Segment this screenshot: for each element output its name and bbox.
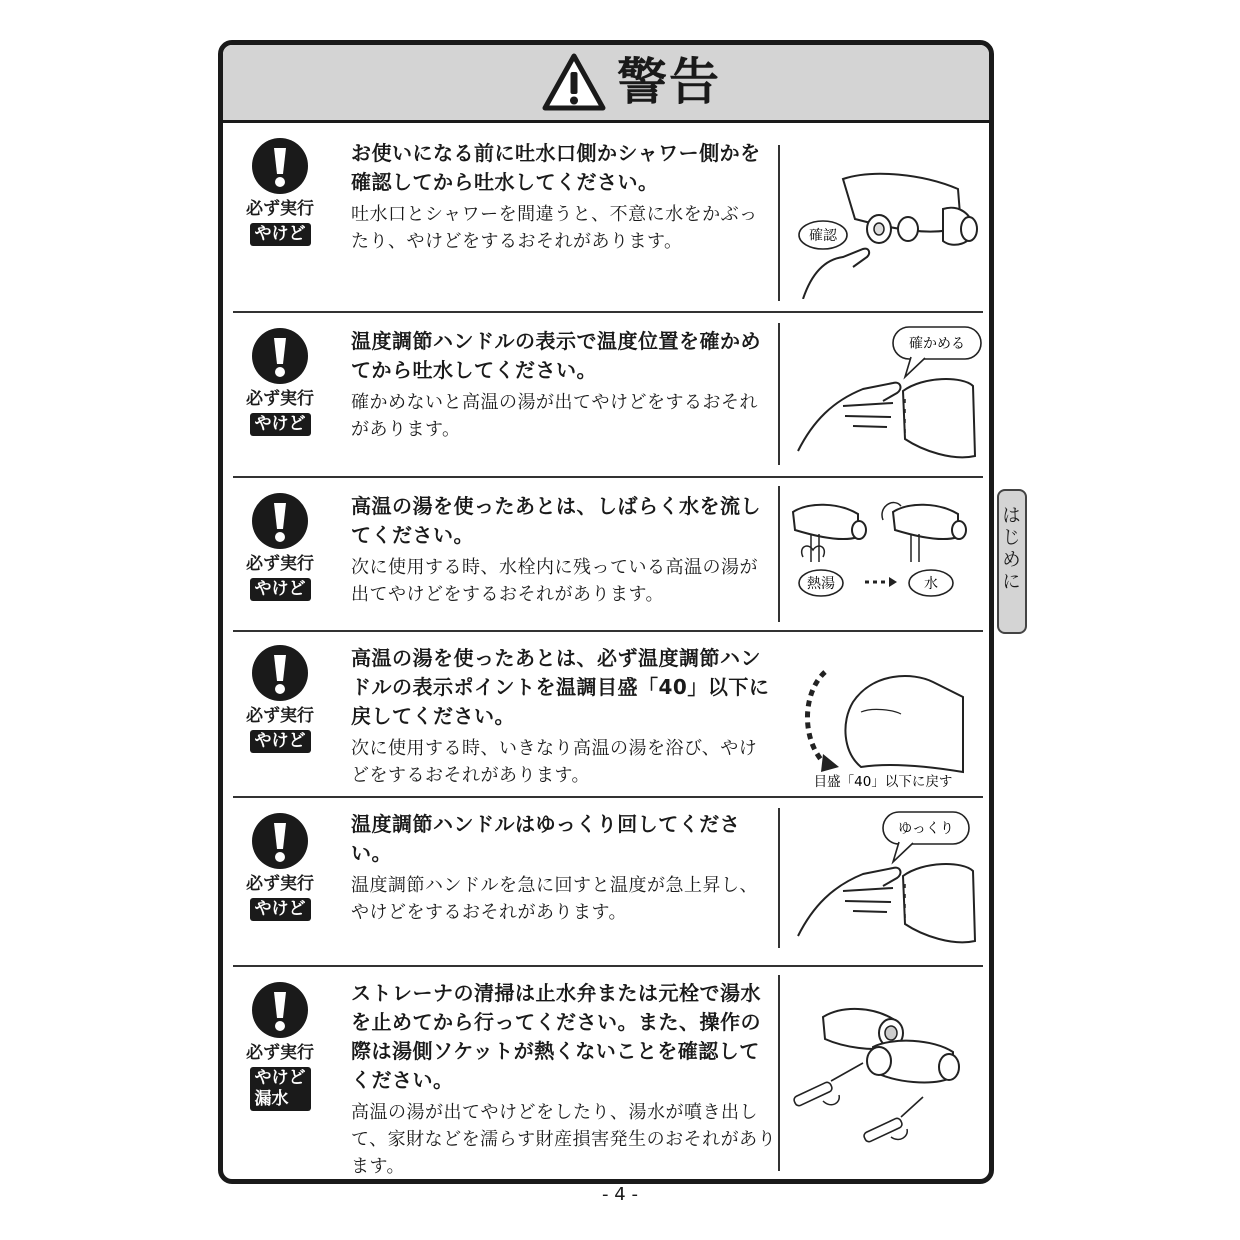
faucet-check-illustration	[783, 149, 983, 299]
hand-handle-illustration	[783, 806, 983, 956]
item-description: 確かめないと高温の湯が出てやけどをするおそれがあります。	[351, 392, 758, 440]
bubble-label: 確認	[809, 228, 837, 244]
hot-water-label: 熱湯	[807, 576, 835, 592]
page-title: 警告	[617, 53, 721, 111]
burn-leak-tag	[250, 1067, 311, 1111]
warning-item	[223, 632, 989, 798]
item-title: お使いになる前に吐水口側かシャワー側かを確認してから吐水してください。	[351, 141, 761, 194]
item-title: 温度調節ハンドルの表示で温度位置を確かめてから吐水してください。	[351, 329, 761, 382]
burn-tag: やけど	[254, 1068, 306, 1088]
page-number: - 4 -	[602, 1184, 638, 1205]
divider	[778, 323, 780, 465]
section-side-tab[interactable]	[997, 489, 1027, 634]
scale-label: 目盛「40」以下に戻す	[813, 774, 953, 790]
must-do-label: 必ず実行	[246, 706, 314, 726]
exclamation-mandatory-icon	[251, 492, 309, 550]
mandatory-icon-group	[239, 137, 321, 246]
exclamation-mandatory-icon	[251, 981, 309, 1039]
strainer-cleaning-illustration	[783, 997, 983, 1147]
must-do-label: 必ず実行	[246, 1043, 314, 1063]
warning-item	[223, 478, 989, 631]
must-do-label: 必ず実行	[246, 554, 314, 574]
leak-tag: 漏水	[254, 1089, 289, 1109]
item-title: ストレーナの清掃は止水弁または元栓で湯水を止めてから行ってください。また、操作の際は湯側ソケットが熱くないことを確認してください。	[351, 981, 761, 1092]
warning-panel	[218, 40, 994, 1184]
item-description: 吐水口とシャワーを間違うと、不意に水をかぶったり、やけどをするおそれがあります。	[351, 204, 758, 252]
item-description: 次に使用する時、いきなり高温の湯を浴び、やけどをするおそれがあります。	[351, 738, 758, 786]
item-title: 温度調節ハンドルはゆっくり回してください。	[351, 812, 741, 865]
item-title: 高温の湯を使ったあとは、しばらく水を流してください。	[351, 494, 761, 547]
warning-header	[223, 45, 989, 123]
handle-rotate-illustration	[783, 652, 983, 802]
bubble-label: 確かめる	[909, 336, 965, 352]
cold-water-label: 水	[924, 576, 938, 592]
warning-item	[223, 313, 989, 477]
divider	[778, 975, 780, 1171]
item-description: 温度調節ハンドルを急に回すと温度が急上昇し、やけどをするおそれがあります。	[351, 875, 758, 923]
hand-handle-illustration	[783, 321, 983, 471]
divider	[778, 145, 780, 301]
must-do-label: 必ず実行	[246, 874, 314, 894]
must-do-label: 必ず実行	[246, 199, 314, 219]
burn-tag: やけど	[250, 223, 311, 246]
divider	[778, 808, 780, 948]
exclamation-mandatory-icon	[251, 812, 309, 870]
warning-item	[223, 123, 989, 311]
exclamation-mandatory-icon	[251, 644, 309, 702]
exclamation-mandatory-icon	[251, 137, 309, 195]
hot-to-cold-illustration	[783, 492, 983, 622]
item-description: 高温の湯が出てやけどをしたり、湯水が噴き出して、家財などを濡らす財産損害発生のおそれがあります。	[351, 1102, 777, 1177]
bubble-label: ゆっくり	[898, 821, 954, 837]
warning-item	[223, 798, 989, 968]
must-do-label: 必ず実行	[246, 389, 314, 409]
item-description: 次に使用する時、水栓内に残っている高温の湯が出てやけどをするおそれがあります。	[351, 557, 758, 605]
exclamation-mandatory-icon	[251, 327, 309, 385]
burn-tag: やけど	[250, 898, 311, 921]
burn-tag: やけど	[250, 578, 311, 601]
burn-tag: やけど	[250, 730, 311, 753]
warning-triangle-icon	[541, 52, 607, 112]
side-tab-label: はじめに	[999, 505, 1021, 593]
divider	[778, 486, 780, 622]
item-title: 高温の湯を使ったあとは、必ず温度調節ハンドルの表示ポイントを温調目盛「40」以下に戻してください。	[351, 646, 770, 728]
burn-tag: やけど	[250, 413, 311, 436]
warning-item	[223, 967, 989, 1179]
